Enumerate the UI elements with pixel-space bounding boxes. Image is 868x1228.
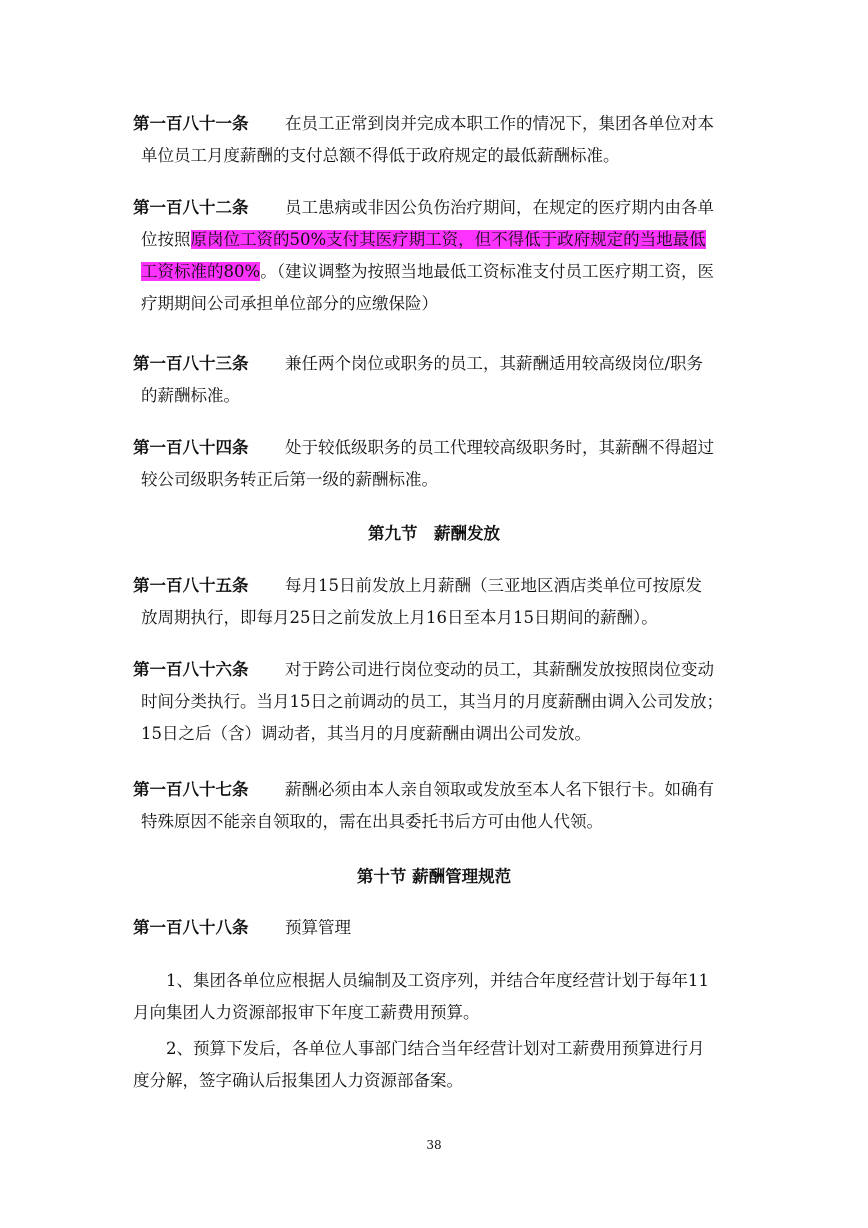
article-text: 薪酬必须由本人亲自领取或发放至本人名下银行卡。如确有	[285, 780, 714, 799]
article-text: 在员工正常到岗并完成本职工作的情况下，集团各单位对本	[285, 114, 714, 133]
article-text: 放周期执行，即每月25日之前发放上月16日至本月15日期间的薪酬）。	[141, 608, 658, 627]
article-text: 疗期期间公司承担单位部分的应缴保险）	[141, 294, 438, 313]
section-heading: 第九节 薪酬发放	[368, 524, 500, 543]
article-183	[133, 348, 741, 412]
paragraph-1	[133, 965, 741, 1029]
article-text: 对于跨公司进行岗位变动的员工，其薪酬发放按照岗位变动	[285, 660, 714, 679]
article-182	[133, 192, 741, 320]
article-label: 第一百八十一条	[133, 114, 249, 133]
article-text: 。（建议调整为按照当地最低工资标准支付员工医疗期工资，医	[260, 262, 714, 281]
article-text: 的薪酬标准。	[141, 386, 240, 405]
article-label: 第一百八十四条	[133, 438, 249, 457]
page-number: 38	[426, 1138, 442, 1152]
article-label: 第一百八十六条	[133, 660, 249, 679]
highlighted-text: 工资标准的80%	[141, 262, 261, 281]
paragraph-text: 2、预算下发后，各单位人事部门结合当年经营计划对工薪费用预算进行月	[166, 1039, 705, 1058]
paragraph-text: 月向集团人力资源部报审下年度工薪费用预算。	[133, 1003, 480, 1022]
article-text: 处于较低级职务的员工代理较高级职务时，其薪酬不得超过	[285, 438, 714, 457]
article-184	[133, 432, 741, 496]
article-181	[133, 108, 741, 172]
article-text: 时间分类执行。当月15日之前调动的员工，其当月的月度薪酬由调入公司发放；	[141, 692, 723, 711]
article-label: 第一百八十七条	[133, 780, 249, 799]
article-text: 预算管理	[285, 918, 351, 937]
paragraph-text: 度分解，签字确认后报集团人力资源部备案。	[133, 1071, 463, 1090]
article-text: 单位员工月度薪酬的支付总额不得低于政府规定的最低薪酬标准。	[141, 146, 620, 165]
article-label: 第一百八十三条	[133, 354, 249, 373]
article-text: 兼任两个岗位或职务的员工，其薪酬适用较高级岗位/职务	[285, 354, 704, 373]
article-label: 第一百八十五条	[133, 576, 249, 595]
article-185	[133, 570, 741, 634]
article-label: 第一百八十二条	[133, 198, 249, 217]
section-heading: 第十节 薪酬管理规范	[356, 867, 512, 886]
article-text: 较公司级职务转正后第一级的薪酬标准。	[141, 470, 438, 489]
article-text: 15日之后（含）调动者，其当月的月度薪酬由调出公司发放。	[141, 724, 591, 743]
article-text: 位按照	[141, 230, 191, 249]
article-label: 第一百八十八条	[133, 918, 249, 937]
article-text: 特殊原因不能亲自领取的，需在出具委托书后方可由他人代领。	[141, 812, 603, 831]
article-text: 每月15日前发放上月薪酬（三亚地区酒店类单位可按原发	[285, 576, 702, 595]
paragraph-2	[133, 1033, 741, 1097]
article-187	[133, 774, 741, 838]
article-text: 员工患病或非因公负伤治疗期间，在规定的医疗期内由各单	[285, 198, 714, 217]
highlighted-text: 原岗位工资的50%支付其医疗期工资，但不得低于政府规定的当地最低	[190, 230, 706, 249]
article-186	[133, 654, 741, 750]
paragraph-text: 1、集团各单位应根据人员编制及工资序列，并结合年度经营计划于每年11	[166, 971, 709, 990]
article-188	[133, 912, 741, 944]
